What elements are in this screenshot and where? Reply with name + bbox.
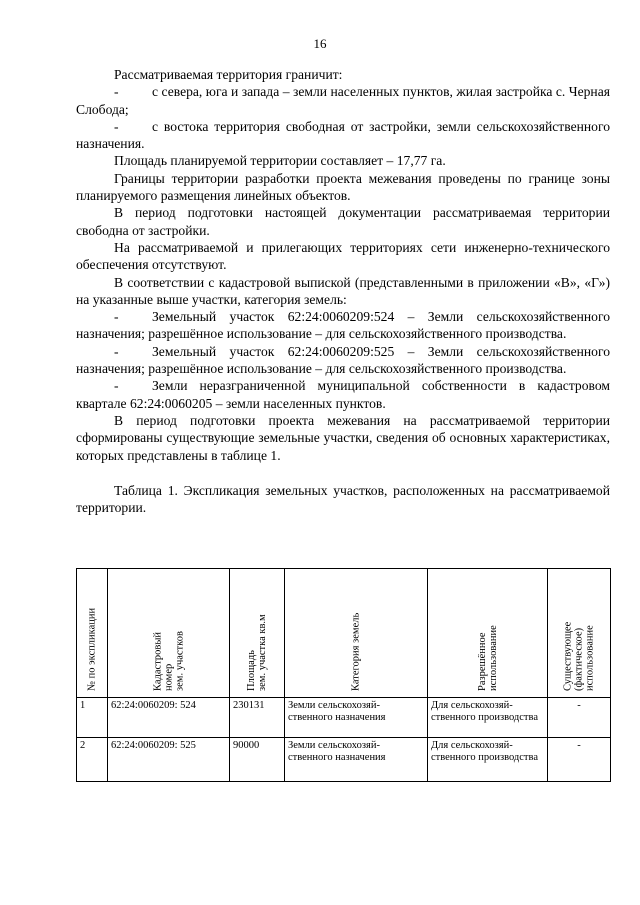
header-line: зем. участка кв.м: [257, 614, 268, 691]
header-line: Существующее: [562, 621, 574, 691]
bullet-plot-525: [76, 343, 610, 378]
paragraph-free-of-buildings: В период подготовки настоящей документации рассматриваемая территории свободна от застройки.: [76, 205, 610, 238]
bullet-north-south-west: [76, 83, 610, 118]
paragraph-existing-plots: В период подготовки проекта межевания на рассматриваемой территории сформированы существующие земельные участки, сведения об основных характеристиках, которых представлены в таблице 1.: [76, 412, 610, 463]
cell-area: 230131: [230, 698, 285, 738]
paragraph-cadastral-extract: В соответствии с кадастровой выпиской (представленными в приложении «В», «Г») на указанные выше участки, категория земель:: [76, 274, 610, 307]
bullet-dash: -: [114, 84, 119, 100]
bullet-text: Земли неразграниченной муниципальной собственности в кадастровом квартале 62:24:0060205 – земли населенных пунктов.: [76, 378, 610, 411]
header-line: использование: [584, 625, 596, 691]
header-line: Категория земель: [350, 612, 362, 691]
cell-permitted: Для сельскохозяй-ственного производства: [428, 738, 548, 782]
header-area: [230, 569, 285, 698]
paragraph-area: Площадь планируемой территории составляет – 17,77 га.: [114, 153, 446, 169]
page-number: 16: [313, 36, 327, 51]
header-line: (фактическое): [573, 627, 585, 691]
bullet-dash: -: [114, 309, 119, 325]
header-cadastral-number: [108, 569, 230, 698]
document-body: [76, 66, 610, 516]
header-permitted-use: [428, 569, 548, 698]
cell-number: 1: [77, 698, 108, 738]
bullet-text: с востока территория свободная от застройки, земли сельскохозяйственного назначения.: [76, 118, 610, 152]
header-line: № по экспликации: [86, 607, 98, 691]
bullet-dash: -: [114, 378, 119, 394]
bullet-plot-524: [76, 308, 610, 343]
cell-category: Земли сельскохозяй-ственного назначения: [285, 738, 428, 782]
paragraph-utilities: На рассматриваемой и прилегающих территориях сети инженерно-технического обеспечения отсутствуют.: [76, 239, 610, 273]
table-header-row: [77, 569, 611, 698]
bullet-text: Земельный участок 62:24:0060209:525 – Земли сельскохозяйственного назначения; разрешённое использование – для сельскохозяйственного производства.: [76, 343, 610, 377]
cell-number: 2: [77, 738, 108, 782]
header-line: Разрешённое: [476, 632, 488, 691]
bullet-municipal-lands: [76, 377, 610, 412]
header-line: Площадь: [246, 650, 257, 691]
paragraph-boundaries: Границы территории разработки проекта межевания проведены по границе зоны планируемого размещения линейных объектов.: [76, 170, 610, 204]
cell-category: Земли сельскохозяй-ственного назначения: [285, 698, 428, 738]
cell-area: 90000: [230, 738, 285, 782]
cell-cadastral: 62:24:0060209: 525: [108, 738, 230, 782]
bullet-east: [76, 118, 610, 153]
header-land-category: [285, 569, 428, 698]
header-line: Кадастровый: [152, 631, 163, 691]
bullet-dash: -: [114, 118, 119, 134]
table-caption: Таблица 1. Экспликация земельных участков, расположенных на рассматриваемой территории.: [76, 482, 610, 516]
explication-table: [76, 568, 611, 782]
cell-actual: -: [548, 738, 611, 782]
paragraph-borders-intro: Рассматриваемая территория граничит:: [114, 67, 343, 82]
header-line: использование: [487, 625, 499, 691]
cell-cadastral: 62:24:0060209: 524: [108, 698, 230, 738]
bullet-dash: -: [114, 343, 119, 359]
cell-actual: -: [548, 698, 611, 738]
table-row: [77, 738, 611, 782]
header-line: номер: [163, 663, 174, 691]
table-row: [77, 698, 611, 738]
header-actual-use: [548, 569, 611, 698]
cell-permitted: Для сельскохозяй-ственного производства: [428, 698, 548, 738]
header-line: зем. участков: [174, 631, 185, 691]
header-explication-number: [77, 569, 108, 698]
bullet-text: Земельный участок 62:24:0060209:524 – Земли сельскохозяйственного назначения; разрешённое использование – для сельскохозяйственного производства.: [76, 309, 610, 342]
bullet-text: с севера, юга и запада – земли населенных пунктов, жилая застройка с. Черная Слобода;: [76, 84, 610, 117]
